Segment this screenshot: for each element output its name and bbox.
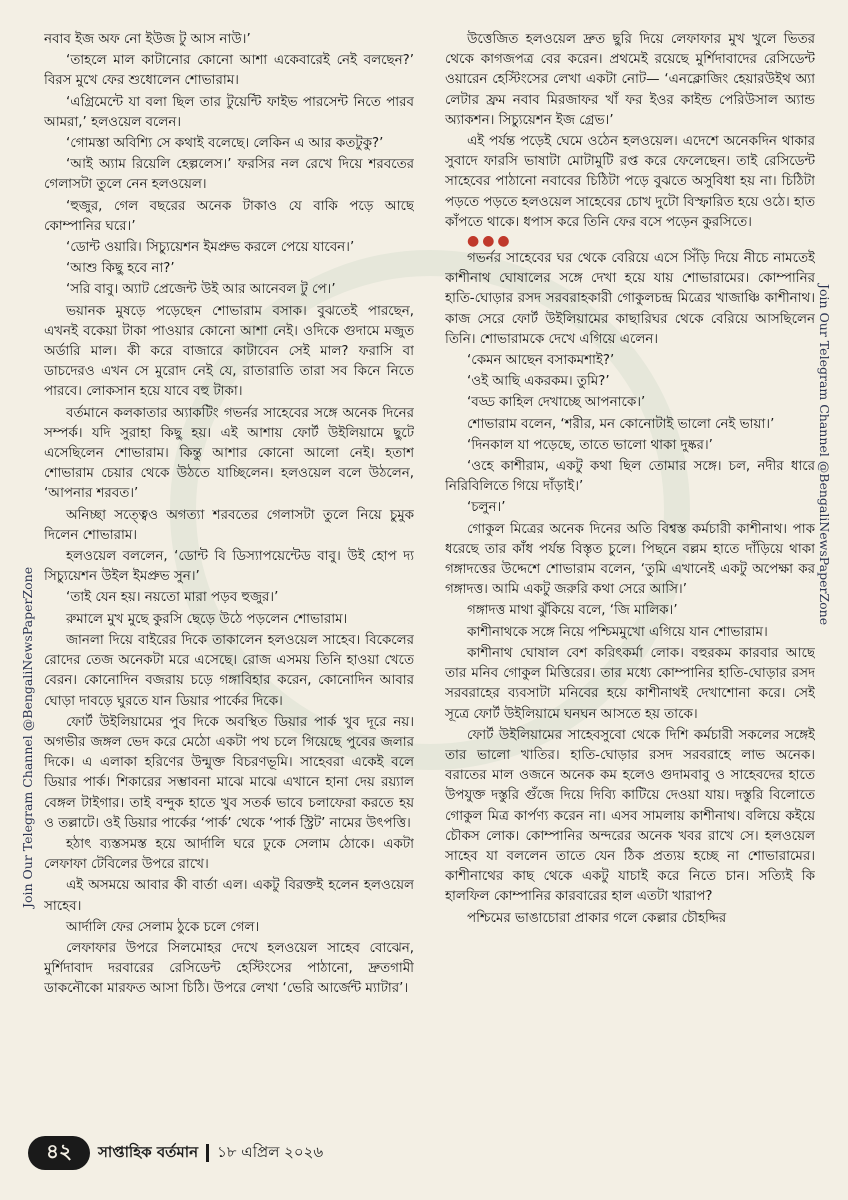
issue-date: ১৮ এপ্রিল ২০২৬: [217, 1142, 324, 1161]
right-text-column: [445, 30, 815, 1110]
paragraph: এই পর্যন্ত পড়েই ঘেমে ওঠেন হলওয়েল। এদেশে অনেকদিন থাকার সুবাদে ফারসি ভাষাটা মোটামুটি রপ্ত করে ফেলেছেন। তাই রেসিডেন্ট সাহেবের পাঠানো নবাবের চিঠিটা পড়ে বুঝতে অসুবিধা হয় না। চিঠিটা পড়তে পড়তে হলওয়েল সাহেবের চোখ দুটো বিস্ফারিত হয়ে ওঠে। হাত কাঁপতে থাকে। ধপাস করে তিনি ফের বসে পড়েন কুরসিতে।: [445, 134, 815, 230]
paragraph: শোভারাম বলেন, ‘শরীর, মন কোনোটাই ভালো নেই ভায়া।’: [467, 416, 775, 432]
paragraph: ‘চলুন।’: [467, 500, 506, 516]
paragraph: কাশীনাথ ঘোষাল বেশ করিৎকর্মা লোক। বহুরকম কারবার আছে তার মনিব গোকুল মিত্তিরের। তার মধ্যে কোম্পানির হাতি-ঘোড়ার রসদ সরবরাহের ব্যবসাটা মনিবের হয়ে কাশীনাথই দেখাশোনা করে। সেই সূত্রে ফোর্ট উইলিয়ামে ঘনঘন আসতে হয় তাকে।: [445, 645, 815, 722]
magazine-name: সাপ্তাহিক বর্তমান: [98, 1142, 199, 1161]
paragraph: গভর্নর সাহেবের ঘর থেকে বেরিয়ে এসে সিঁড়ি দিয়ে নীচে নামতেই কাশীনাথ ঘোষালের সঙ্গে দেখা হয়ে যায় শোভারামের। কোম্পানির হাতি-ঘোড়ার রসদ সরবরাহকারী গোকুলচন্দ্র মিত্রের খাজাঞ্চি কাশীনাথ। কাজ সেরে ফোর্ট উইলিয়ামের কাছারিঘর থেকে বেরিয়ে আসছিলেন তিনি। শোভারামকে দেখে এগিয়ে এলেন।: [445, 251, 815, 347]
paragraph: পশ্চিমের ভাঙাচোরা প্রাকার গলে কেল্লার চৌহদ্দির: [467, 910, 727, 926]
page-footer: [28, 1136, 323, 1170]
paragraph: এই অসময়ে আবার কী বার্তা এল। একটু বিরক্তই হলেন হলওয়েল সাহেব।: [44, 878, 414, 914]
paragraph: ‘তাহলে মাল কাটানোর কোনো আশা একেবারেই নেই বলছেন?’ বিরস মুখে ফের শুধোলেন শোভারাম।: [44, 53, 414, 89]
paragraph: হলওয়েল বললেন, ‘ডোন্ট বি ডিস্যাপয়েন্টেড বাবু। উই হোপ দ্য সিচ্যুয়েশন উইল ইমপ্রুভ সুন।’: [44, 549, 414, 585]
paragraph: হঠাৎ ব্যস্তসমস্ত হয়ে আর্দালি ঘরে ঢুকে সেলাম ঠোকে। একটা লেফাফা টেবিলের উপরে রাখে।: [44, 836, 414, 873]
paragraph: ফোর্ট উইলিয়ামের পুব দিকে অবস্থিত ডিয়ার পার্ক খুব দূরে নয়। অগভীর জঙ্গল ভেদ করে মেঠো একটা পথ চলে গিয়েছে পুবের জলার দিকে। এ এলাকা হরিণের উন্মুক্ত বিচরণভূমি। সাহেবরা একেই বলে ডিয়ার পার্ক। শিকারের সম্ভাবনা মাঝে মাঝে এখানে হানা দেয় রয়্যাল বেঙ্গল টাইগার। তাই বন্দুক হাতে খুব সতর্ক ভাবে চলাফেরা করতে হয় ও তল্লাটে। ওই ডিয়ার পার্কের ‘পার্ক’ থেকে ‘পার্ক স্ট্রিট’ নামের উৎপত্তি।: [44, 714, 414, 831]
side-note-left: Join Our Telegram Channel @BengaliNewsPaperZone: [20, 566, 35, 908]
paragraph: ভয়ানক মুষড়ে পড়েছেন শোভারাম বসাক। বুঝতেই পারছেন, এখনই বকেয়া টাকা পাওয়ার কোনো আশা নেই। ওদিকে গুদামে মজুত অর্ডারি মাল। কী করে বাজারে কাটাবেন সেই মাল? ফরাসি বা ডাচদেরও এখন সে মুরোদ নেই যে, রাতারাতি তারা সব কিনে নিতে পারবে। লোকসান হয়ে যাবে বহু টাকা।: [44, 303, 414, 400]
paragraph: বর্তমানে কলকাতার অ্যাকটিং গভর্নর সাহেবের সঙ্গে অনেক দিনের সম্পর্ক। যদি সুরাহা কিছু হয়। এই আশায় ফোর্ট উইলিয়ামে ছুটে এসেছিলেন শোভারাম। কিন্তু আশার কোনো আলো নেই। হতাশ শোভারাম চেয়ার থেকে উঠতে যাচ্ছিলেন। হলওয়েল বলে উঠলেন, ‘আপনার শরবত।’: [44, 405, 414, 502]
paragraph: ‘সরি বাবু। অ্যাট প্রেজেন্ট উই আর আনেবল টু পে।’: [66, 282, 336, 298]
paragraph: গোকুল মিত্রের অনেক দিনের অতি বিশ্বস্ত কর্মচারী কাশীনাথ। পাক ধরেছে তার কাঁধ পর্যন্ত বিস্তৃত চুলে। পিছনে বল্লম হাতে দাঁড়িয়ে থাকা গঙ্গাদত্তের উদ্দেশে শোভারাম বলেন, ‘তুমি এখানেই একটু অপেক্ষা কর গঙ্গাদত্ত। আমি একটু জরুরি কথা সেরে আসি।’: [445, 521, 815, 598]
footer-divider: [206, 1144, 209, 1162]
paragraph: গঙ্গাদত্ত মাথা ঝুঁকিয়ে বলে, ‘জি মালিক।’: [467, 603, 678, 619]
paragraph: ‘তাই যেন হয়। নয়তো মারা পড়ব হুজুর।’: [66, 590, 279, 606]
paragraph: ‘হুজুর, গেল বছরের অনেক টাকাও যে বাকি পড়ে আছে কোম্পানির ঘরে।’: [44, 198, 414, 234]
paragraph: ‘ওই আছি একরকম। তুমি?’: [467, 374, 610, 390]
paragraph: ‘দিনকাল যা পড়েছে, তাতে ভালো থাকা দুষ্কর।’: [467, 437, 713, 453]
paragraph: ‘কেমন আছেন বসাকমশাই?’: [467, 353, 615, 369]
paragraph: ফোর্ট উইলিয়ামের সাহেবসুবো থেকে দিশি কর্মচারী সকলের সঙ্গেই তার ভালো খাতির। হাতি-ঘোড়ার রসদ সরবরাহে লাভ অনেক। বরাতের মাল ওজনে অনেক কম হলেও গুদামবাবু ও সাহেবদের হাতে উপযুক্ত দস্তুরি গুঁজে দিয়ে দিব্যি কাটিয়ে দেওয়া যায়। দস্তুরি বিলোতে গোকুল মিত্র কার্পণ্য করেন না। এসব সামলায় কাশীনাথ। বলিয়ে কইয়ে চৌকস লোক। কোম্পানির অন্দরের অনেক খবর রাখে সে। হলওয়েল সাহেব যা বললেন তাতে যেন ঠিক প্রত্যয় হচ্ছে না শোভারামের। কাশীনাথের কাছ থেকে একটু যাচাই করে নিতে চান। সত্যিই কি হালফিল কোম্পানির কারবারের হাল এতটা খারাপ?: [445, 727, 815, 905]
paragraph: ‘আই অ্যাম রিয়েলি হেল্পলেস।’ ফরসির নল রেখে দিয়ে শরবতের গেলাসটা তুলে নেন হলওয়েল।: [44, 157, 414, 193]
paragraph: রুমালে মুখ মুছে কুরসি ছেড়ে উঠে পড়লেন শোভারাম।: [66, 611, 348, 627]
paragraph: লেফাফার উপরে সিলমোহর দেখে হলওয়েল সাহেব বোঝেন, মুর্শিদাবাদ দরবারের রেসিডেন্ট হেস্টিংসের পাঠানো, দ্রুতগামী ডাকনৌকো মারফত আসা চিঠি। উপরে লেখা ‘ভেরি আর্জেন্ট ম্যাটার’।: [44, 940, 414, 997]
paragraph: অনিচ্ছা সত্ত্বেও অগত্যা শরবতের গেলাসটা তুলে নিয়ে চুমুক দিলেন শোভারাম।: [44, 507, 414, 543]
paragraph: আর্দালি ফের সেলাম ঠুকে চলে গেল।: [66, 919, 260, 935]
paragraph: জানলা দিয়ে বাইরের দিকে তাকালেন হলওয়েল সাহেব। বিকেলের রোদের তেজ অনেকটা মরে এসেছে। রোজ এসময় তিনি হাওয়া খেতে বেরন। কোনোদিন বজরায় চড়ে গঙ্গাবিহার করেন, কোনোদিন আবার ঘোড়া দাবড়ে ঘুরতে যান ডিয়ার পার্কের দিকে।: [44, 632, 414, 709]
paragraph: উত্তেজিত হলওয়েল দ্রুত ছুরি দিয়ে লেফাফার মুখ খুলে ভিতর থেকে কাগজপত্র বের করেন। প্রথমেই রয়েছে মুর্শিদাবাদের রেসিডেন্ট ওয়ারেন হেস্টিংসের লেখা একটা নোট— ‘এনক্লোজিং হেয়ারউইথ অ্যা লেটার ফ্রম নবাব মিরজাফর খাঁ ফর ইওর কাইন্ড পেরিউসাল অ্যান্ড অ্যাকশন। সিচ্যুয়েশন ইজ গ্রেভ।’: [445, 32, 815, 128]
left-text-column: [44, 30, 414, 1110]
section-separator: ●●●: [467, 233, 513, 250]
page-number-badge: ৪২: [28, 1136, 90, 1170]
paragraph: নবাব ইজ অফ নো ইউজ টু আস নাউ।’: [44, 32, 251, 47]
paragraph: ‘বড্ড কাহিল দেখাচ্ছে আপনাকে।’: [467, 395, 646, 411]
paragraph: ‘গোমস্তা অবিশ্যি সে কথাই বলেছে। লেকিন এ আর কতটুকু?’: [66, 136, 384, 152]
side-note-right: Join Our Telegram Channel @BengaliNewsPaperZone: [817, 284, 832, 626]
paragraph: ‘এগ্রিমেন্টে যা বলা ছিল তার টুয়েন্টি ফাইভ পারসেন্ট নিতে পারব আমরা,’ হলওয়েল বলেন।: [44, 94, 414, 130]
paragraph: কাশীনাথকে সঙ্গে নিয়ে পশ্চিমমুখো এগিয়ে যান শোভারাম।: [467, 624, 768, 640]
paragraph: ‘ওহে কাশীরাম, একটু কথা ছিল তোমার সঙ্গে। চল, নদীর ধারে নিরিবিলিতে গিয়ে দাঁড়াই।’: [445, 459, 815, 495]
paragraph: ‘ডোন্ট ওয়ারি। সিচ্যুয়েশন ইমপ্রুভ করলে পেয়ে যাবেন।’: [66, 240, 355, 256]
paragraph: ‘আশু কিছু হবে না?’: [66, 261, 175, 277]
